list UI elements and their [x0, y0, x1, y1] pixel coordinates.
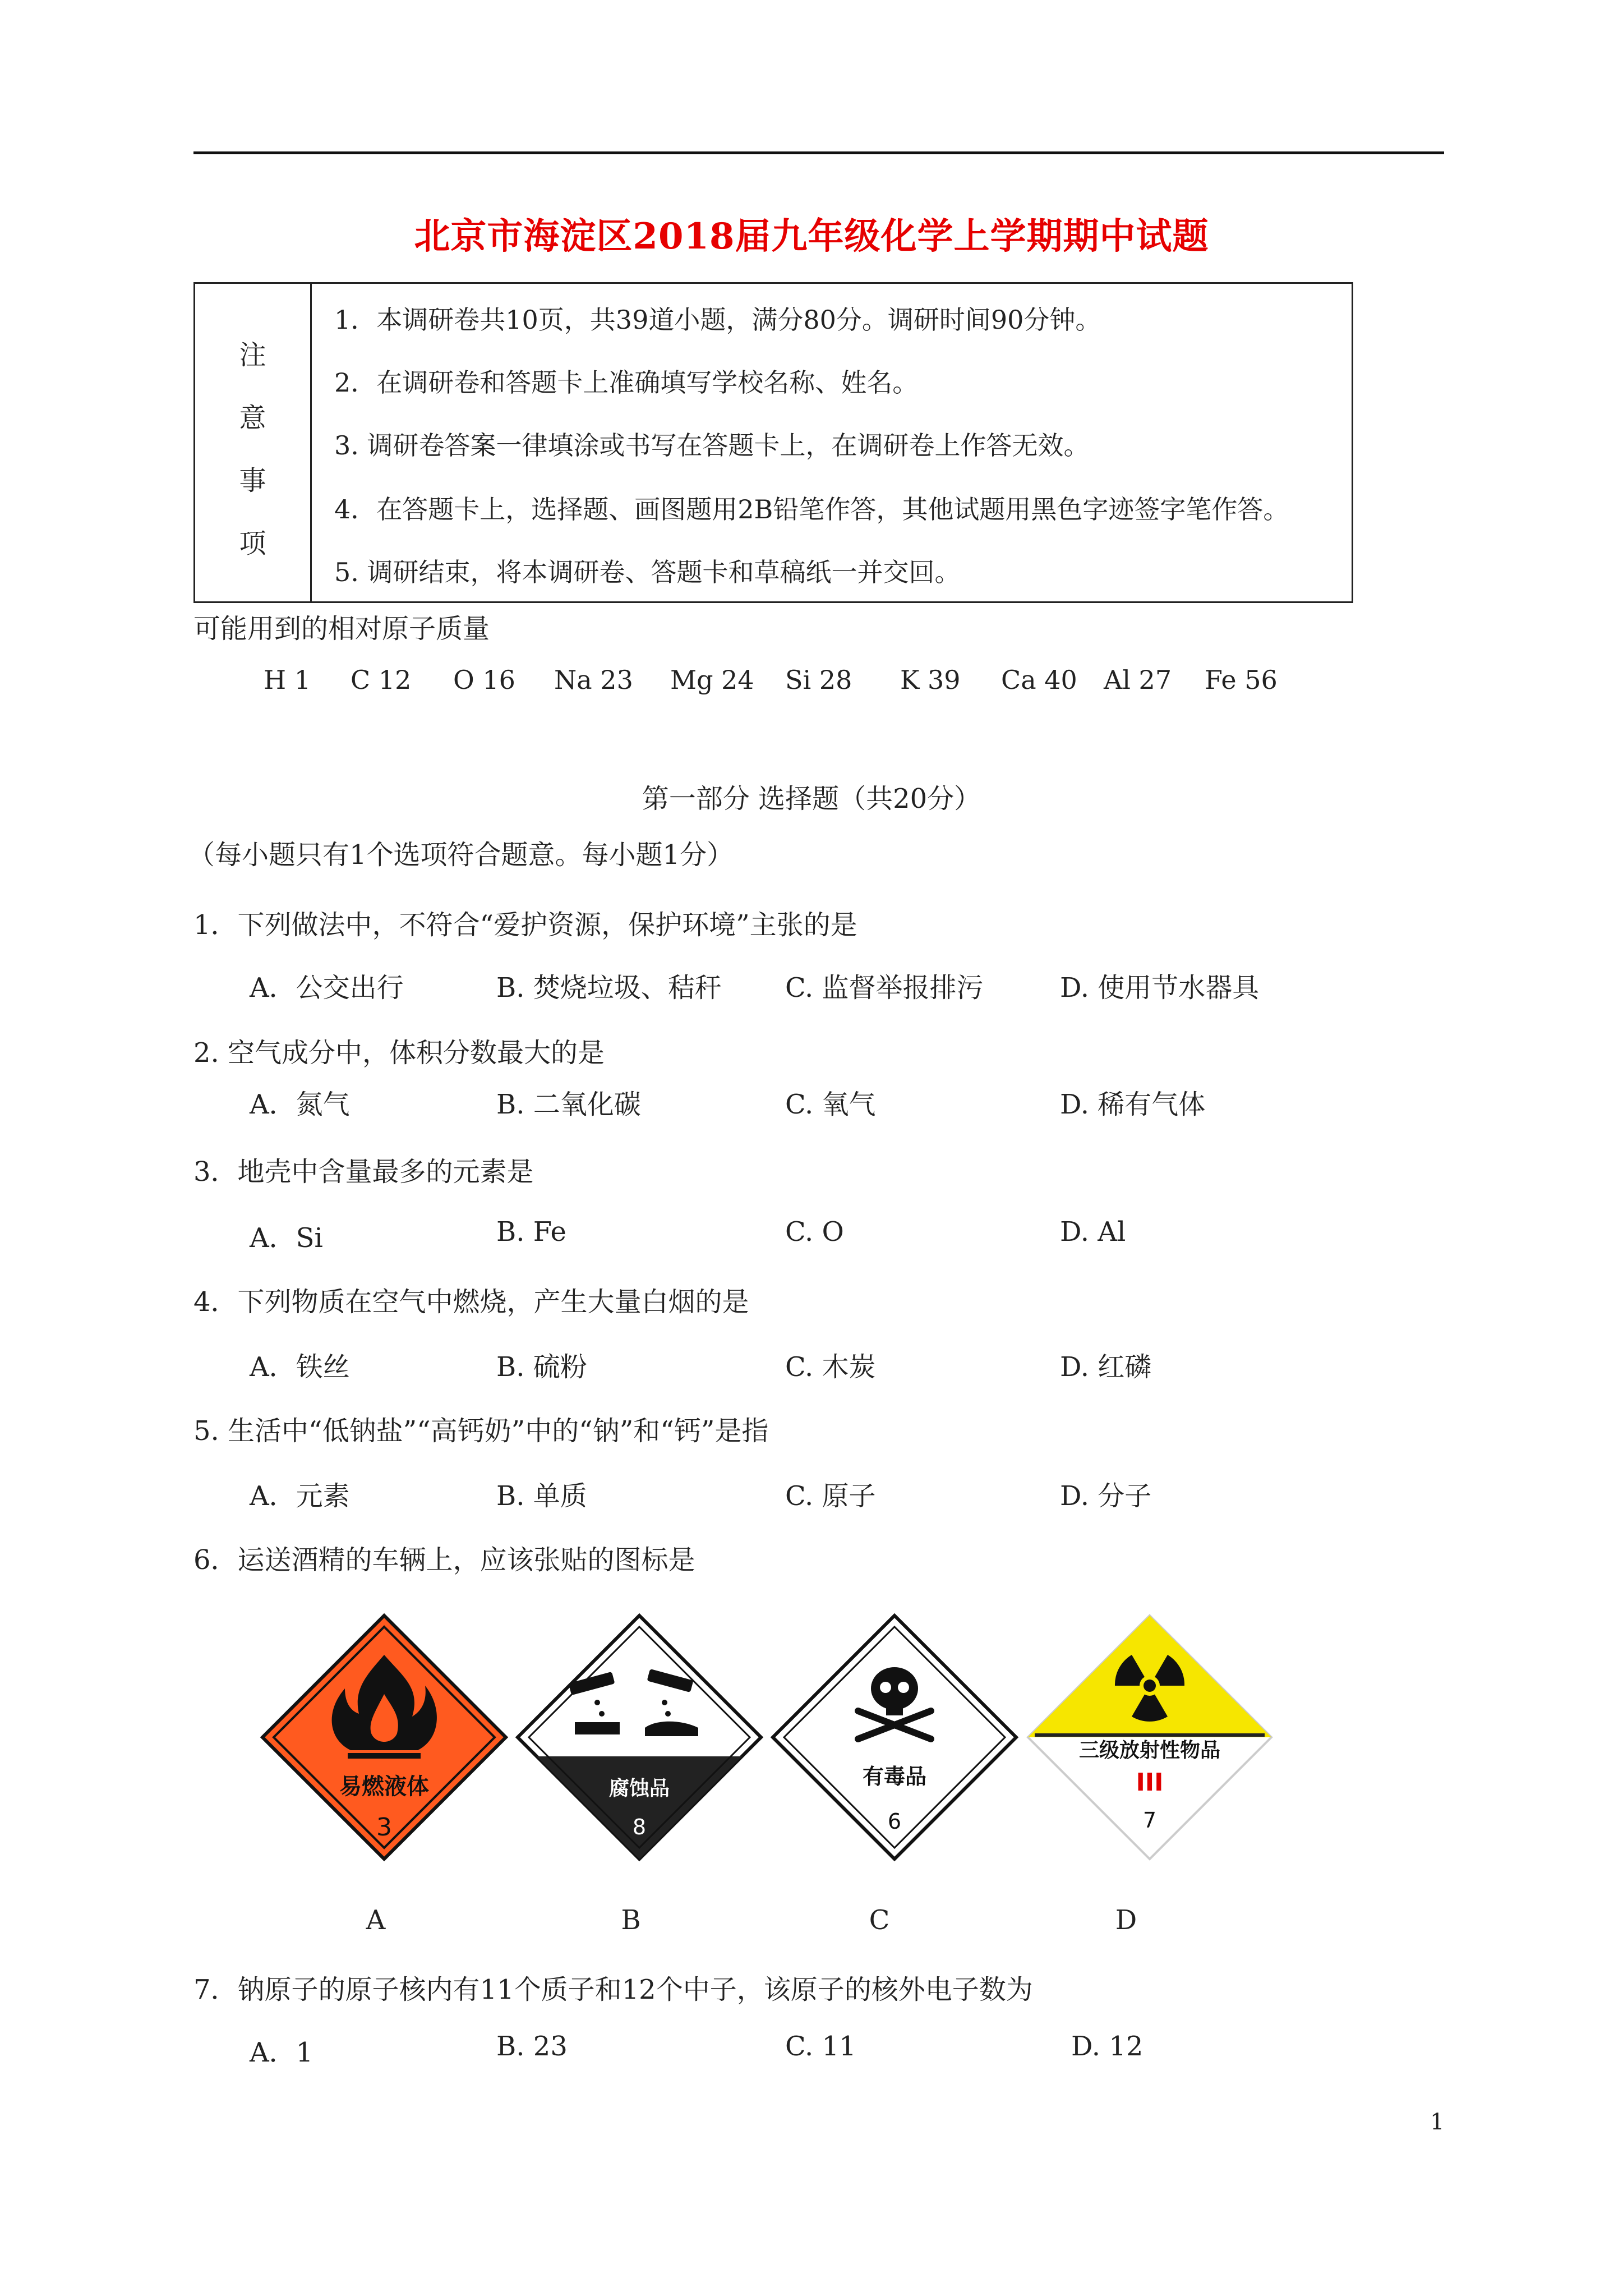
header-rule: [193, 151, 1444, 154]
question-stem: 2. 空气成分中，体积分数最大的是: [193, 1037, 605, 1069]
hazard-sign-number: 3: [376, 1813, 392, 1842]
question-option: A．元素: [250, 1480, 350, 1512]
question-stem: 6．运送酒精的车辆上，应该张贴的图标是: [193, 1544, 695, 1576]
question-option: C. 木炭: [785, 1351, 876, 1383]
question-option: D. 分子: [1060, 1480, 1152, 1512]
question-option: A．铁丝: [250, 1351, 350, 1383]
question-stem: 4．下列物质在空气中燃烧，产生大量白烟的是: [193, 1286, 749, 1318]
question-option: A．氮气: [250, 1089, 350, 1120]
hazard-sign-label: 易燃液体: [339, 1774, 429, 1800]
question-option: A．公交出行: [250, 972, 404, 1004]
notice-heading: [195, 284, 312, 601]
question-option: B. 焚烧垃圾、秸秆: [496, 972, 722, 1004]
notice-line: 4．在答题卡上，选择题、画图题用2B铅笔作答，其他试题用黑色字迹签字笔作答。: [334, 494, 1289, 524]
hazard-sign-number: 7: [1142, 1808, 1157, 1833]
question-stem: 5. 生活中“低钠盐”“高钙奶”中的“钠”和“钙”是指: [193, 1415, 769, 1447]
question-option: A．Si: [250, 1222, 323, 1254]
notice-heading-char: 事: [239, 465, 266, 496]
hazard-sign-number: 6: [887, 1809, 902, 1834]
hazard-sign-number: 8: [632, 1815, 647, 1839]
atomic-mass-heading: 可能用到的相对原子质量: [193, 613, 490, 645]
hazard-sign-radioactive: [1028, 1616, 1271, 1859]
question-option: A．1: [250, 2037, 313, 2068]
question-option: C. 原子: [785, 1480, 876, 1512]
hazard-sign-option: B: [621, 1904, 641, 1936]
notice-line: 1．本调研卷共10页，共39道小题，满分80分。调研时间90分钟。: [334, 305, 1101, 335]
notice-line: 5. 调研结束，将本调研卷、答题卡和草稿纸一并交回。: [334, 557, 961, 587]
question-stem: 1．下列做法中，不符合“爱护资源，保护环境”主张的是: [193, 909, 857, 941]
question-option: C. O: [785, 1216, 844, 1248]
question-option: C. 氧气: [785, 1089, 876, 1120]
atomic-mass-item: Ca 40: [1001, 665, 1077, 695]
hazard-sign-label: 腐蚀品: [608, 1777, 670, 1800]
question-option: B. 二氧化碳: [496, 1089, 641, 1120]
hazard-sign-option: D: [1115, 1904, 1137, 1936]
notice-heading-char: 项: [239, 528, 266, 559]
notice-heading-char: 意: [239, 402, 266, 434]
notice-box: [193, 282, 1353, 603]
notice-line: 3. 调研卷答案一律填涂或书写在答题卡上，在调研卷上作答无效。: [334, 430, 1090, 461]
atomic-mass-item: Al 27: [1104, 665, 1172, 695]
question-option: D. 12: [1071, 2031, 1144, 2062]
hazard-sign-label: 三级放射性物品: [1078, 1739, 1221, 1762]
page-number: 1: [1430, 2109, 1445, 2135]
hazard-sign-toxic: [773, 1616, 1016, 1859]
hazard-sign-flammable: [262, 1616, 506, 1859]
question-option: D. Al: [1060, 1216, 1126, 1248]
notice-heading-char: 注: [239, 339, 266, 371]
page-title: 北京市海淀区2018届九年级化学上学期期中试题: [414, 215, 1209, 257]
atomic-mass-item: C 12: [351, 665, 412, 695]
hazard-sign-corrosive: [518, 1616, 761, 1859]
question-option: B. 23: [496, 2031, 568, 2062]
question-option: D. 使用节水器具: [1060, 972, 1260, 1004]
atomic-mass-item: O 16: [453, 665, 515, 695]
notice-line: 2．在调研卷和答题卡上准确填写学校名称、姓名。: [334, 367, 919, 398]
question-option: D. 稀有气体: [1060, 1089, 1206, 1120]
section-instruction: （每小题只有1个选项符合题意。每小题1分）: [188, 839, 734, 871]
question-option: B. 单质: [496, 1480, 587, 1512]
hazard-sign-bars: III: [1136, 1768, 1164, 1797]
hazard-sign-option: C: [869, 1904, 890, 1936]
question-stem: 7．钠原子的原子核内有11个质子和12个中子，该原子的核外电子数为: [193, 1974, 1033, 2005]
hazard-signs: [258, 1610, 1380, 1874]
question-option: B. Fe: [496, 1216, 566, 1248]
question-option: C. 监督举报排污: [785, 972, 984, 1004]
question-option: C. 11: [785, 2031, 856, 2062]
atomic-mass-item: Fe 56: [1205, 665, 1278, 695]
hazard-sign-label: 有毒品: [862, 1764, 927, 1789]
atomic-mass-item: Na 23: [554, 665, 633, 695]
atomic-mass-item: K 39: [900, 665, 961, 695]
section-title: 第一部分 选择题（共20分）: [642, 783, 981, 815]
question-option: B. 硫粉: [496, 1351, 587, 1383]
atomic-mass-item: H 1: [264, 665, 311, 695]
atomic-mass-item: Mg 24: [670, 665, 754, 695]
hazard-sign-option: A: [366, 1904, 386, 1936]
question-option: D. 红磷: [1060, 1351, 1152, 1383]
atomic-mass-item: Si 28: [785, 665, 852, 695]
question-stem: 3．地壳中含量最多的元素是: [193, 1156, 534, 1188]
